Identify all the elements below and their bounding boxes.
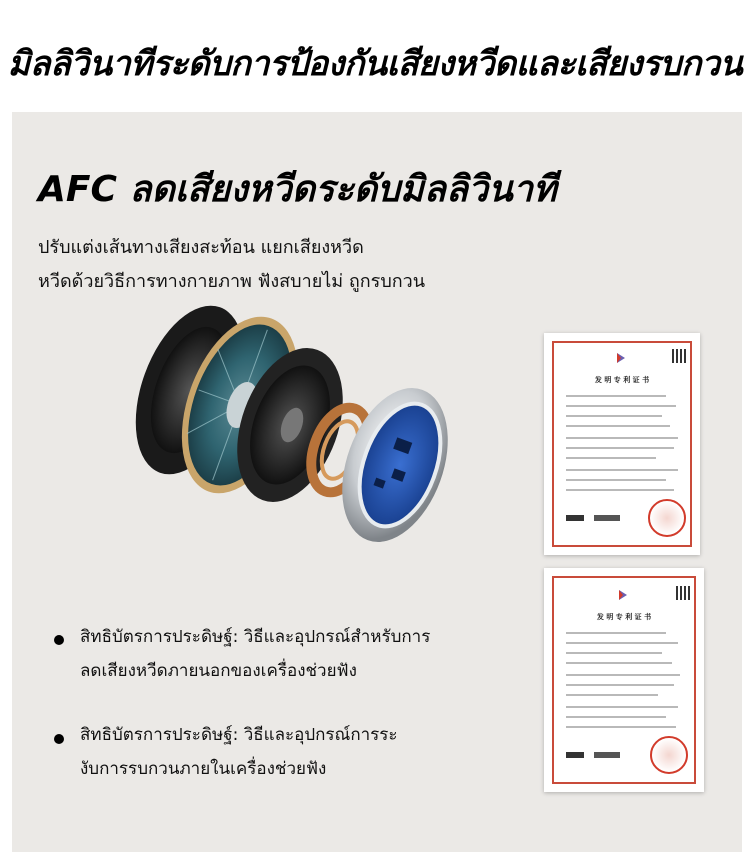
- feature-desc-line-1: ปรับแต่งเส้นทางเสียงสะท้อน แยกเสียงหวีด: [38, 237, 364, 258]
- patent-1-line-1: สิทธิบัตรการประดิษฐ์: วิธีและอุปกรณ์สำหรับการ: [80, 627, 431, 647]
- patent-certificate-1: [544, 333, 700, 555]
- patent-1-text: [80, 620, 430, 688]
- feature-desc-line-2: หวีดด้วยวิธีการทางกายภาพ ฟังสบายไม่ ถูกรบกวน: [38, 271, 426, 292]
- page-title: มิลลิวินาทีระดับการป้องกันเสียงหวีดและเสียงรบกวน: [7, 44, 743, 84]
- red-seal-icon: [650, 736, 688, 774]
- certificate-heading: 发 明 专 利 证 书: [594, 376, 650, 384]
- bullet-dot: [54, 734, 64, 744]
- patent-certificate-2: [544, 568, 704, 792]
- patent-2-text: [80, 718, 398, 786]
- speaker-driver-exploded-icon: [130, 300, 490, 570]
- patent-2-line-1: สิทธิบัตรการประดิษฐ์: วิธีและอุปกรณ์การระ: [80, 725, 398, 745]
- certificate-heading: 发 明 专 利 证 书: [596, 613, 652, 621]
- patent-logo-icon: [614, 351, 628, 365]
- feature-title: AFC ลดเสียงหวีดระดับมิลลิวินาที: [38, 169, 557, 210]
- patent-2-line-2: งับการรบกวนภายในเครื่องช่วยฟัง: [80, 759, 327, 779]
- red-seal-icon: [648, 499, 686, 537]
- qr-code-icon: [672, 349, 686, 363]
- bullet-dot: [54, 635, 64, 645]
- patent-logo-icon: [616, 588, 630, 602]
- patent-1-line-2: ลดเสียงหวีดภายนอกของเครื่องช่วยฟัง: [80, 661, 357, 681]
- qr-code-icon: [676, 586, 690, 600]
